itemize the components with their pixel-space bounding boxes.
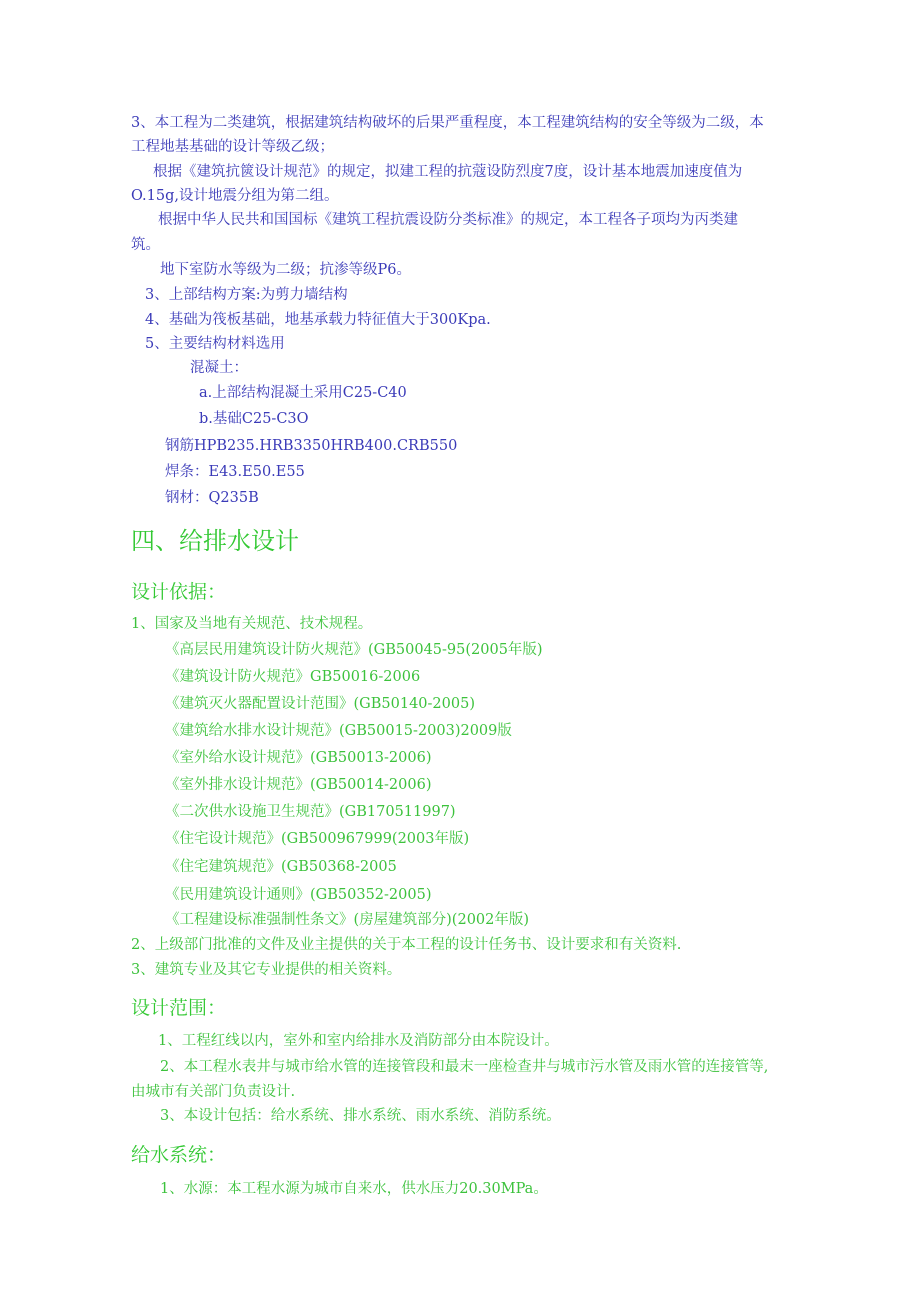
scope-item-1: 1、工程红线以内，室外和室内给排水及消防部分由本院设计。 <box>158 1033 559 1049</box>
paragraph-seismic-line1: 根据《建筑抗篋设计规范》的规定，拟建工程的抗蔻设防烈度7度，设计基本地震加速度值为 <box>153 164 743 180</box>
heading-design-basis: 设计依据： <box>131 581 227 603</box>
concrete-item-a: a.上部结构混凝土采用C25-C40 <box>199 385 407 401</box>
paragraph-safety-level-line2: 工程地基基础的设计等级乙级； <box>131 139 334 155</box>
scope-item-2-line2: 由城市有关部门负责设计. <box>131 1084 296 1100</box>
concrete-item-b: b.基础C25-C3O <box>199 411 309 427</box>
paragraph-classification-line2: 筑。 <box>131 237 160 253</box>
supply-item-1: 1、水源：本工程水源为城市自来水，供水压力20.30MPa。 <box>160 1181 548 1197</box>
item-superstructure: 3、上部结构方案:为剪力墙结构 <box>145 287 348 303</box>
code-list-item: 《工程建设标准强制性条文》(房屋建筑部分)(2002年版) <box>165 912 530 928</box>
code-list-item: 《室外给水设计规范》(GB50013-2006) <box>165 750 432 766</box>
code-list-item: 《住宅建筑规范》(GB50368-2005 <box>165 859 397 875</box>
item-materials: 5、主要结构材料选用 <box>145 336 285 352</box>
code-list-item: 《高层民用建筑设计防火规范》(GB50045-95(2005年版) <box>165 642 543 658</box>
concrete-label: 混凝土： <box>190 360 248 376</box>
basis-item-2: 2、上级部门批准的文件及业主提供的关于本工程的设计任务书、设计要求和有关资料. <box>131 937 682 953</box>
section-title: 四、给排水设计 <box>131 527 299 555</box>
basis-item-1: 1、国家及当地有关规范、技术规程。 <box>131 616 373 632</box>
code-list-item: 《住宅设计规范》(GB500967999(2003年版) <box>165 831 470 847</box>
steel-spec: 钢材：Q235B <box>165 490 259 506</box>
paragraph-classification-line1: 根据中华人民共和国国标《建筑工程抗震设防分类标准》的规定，本工程各子项均为丙类建 <box>158 212 738 228</box>
heading-design-scope: 设计范围： <box>131 997 227 1019</box>
paragraph-seismic-line2: O.15g,设计地震分组为第二组。 <box>131 188 339 204</box>
paragraph-safety-level-line1: 3、本工程为二类建筑，根据建筑结构破坏的后果严重程度，本工程建筑结构的安全等级为二级，本 <box>131 115 764 131</box>
heading-water-supply: 给水系统： <box>131 1144 227 1166</box>
code-list-item: 《建筑灭火器配置设计范围》(GB50140-2005) <box>165 696 475 712</box>
paragraph-waterproof: 地下室防水等级为二级；抗渗等级P6。 <box>160 262 411 278</box>
code-list-item: 《建筑给水排水设计规范》(GB50015-2003)2009版 <box>165 723 512 739</box>
basis-item-3: 3、建筑专业及其它专业提供的相关资料。 <box>131 962 402 978</box>
rebar-spec: 钢筋HPB235.HRB3350HRB400.CRB550 <box>165 438 458 454</box>
welding-spec: 焊条：E43.E50.E55 <box>165 464 305 480</box>
code-list-item: 《民用建筑设计通则》(GB50352-2005) <box>165 887 432 903</box>
item-foundation: 4、基础为筏板基础，地基承载力特征值大于300Kpa. <box>145 312 491 328</box>
scope-item-2-line1: 2、本工程水表井与城市给水管的连接管段和最末一座检查井与城市污水管及雨水管的连接管等, <box>160 1059 769 1075</box>
code-list-item: 《二次供水设施卫生规范》(GB170511997) <box>165 804 456 820</box>
code-list-item: 《建筑设计防火规范》GB50016-2006 <box>165 669 421 685</box>
scope-item-3: 3、本设计包括：给水系统、排水系统、雨水系统、消防系统。 <box>160 1108 561 1124</box>
code-list-item: 《室外排水设计规范》(GB50014-2006) <box>165 777 432 793</box>
